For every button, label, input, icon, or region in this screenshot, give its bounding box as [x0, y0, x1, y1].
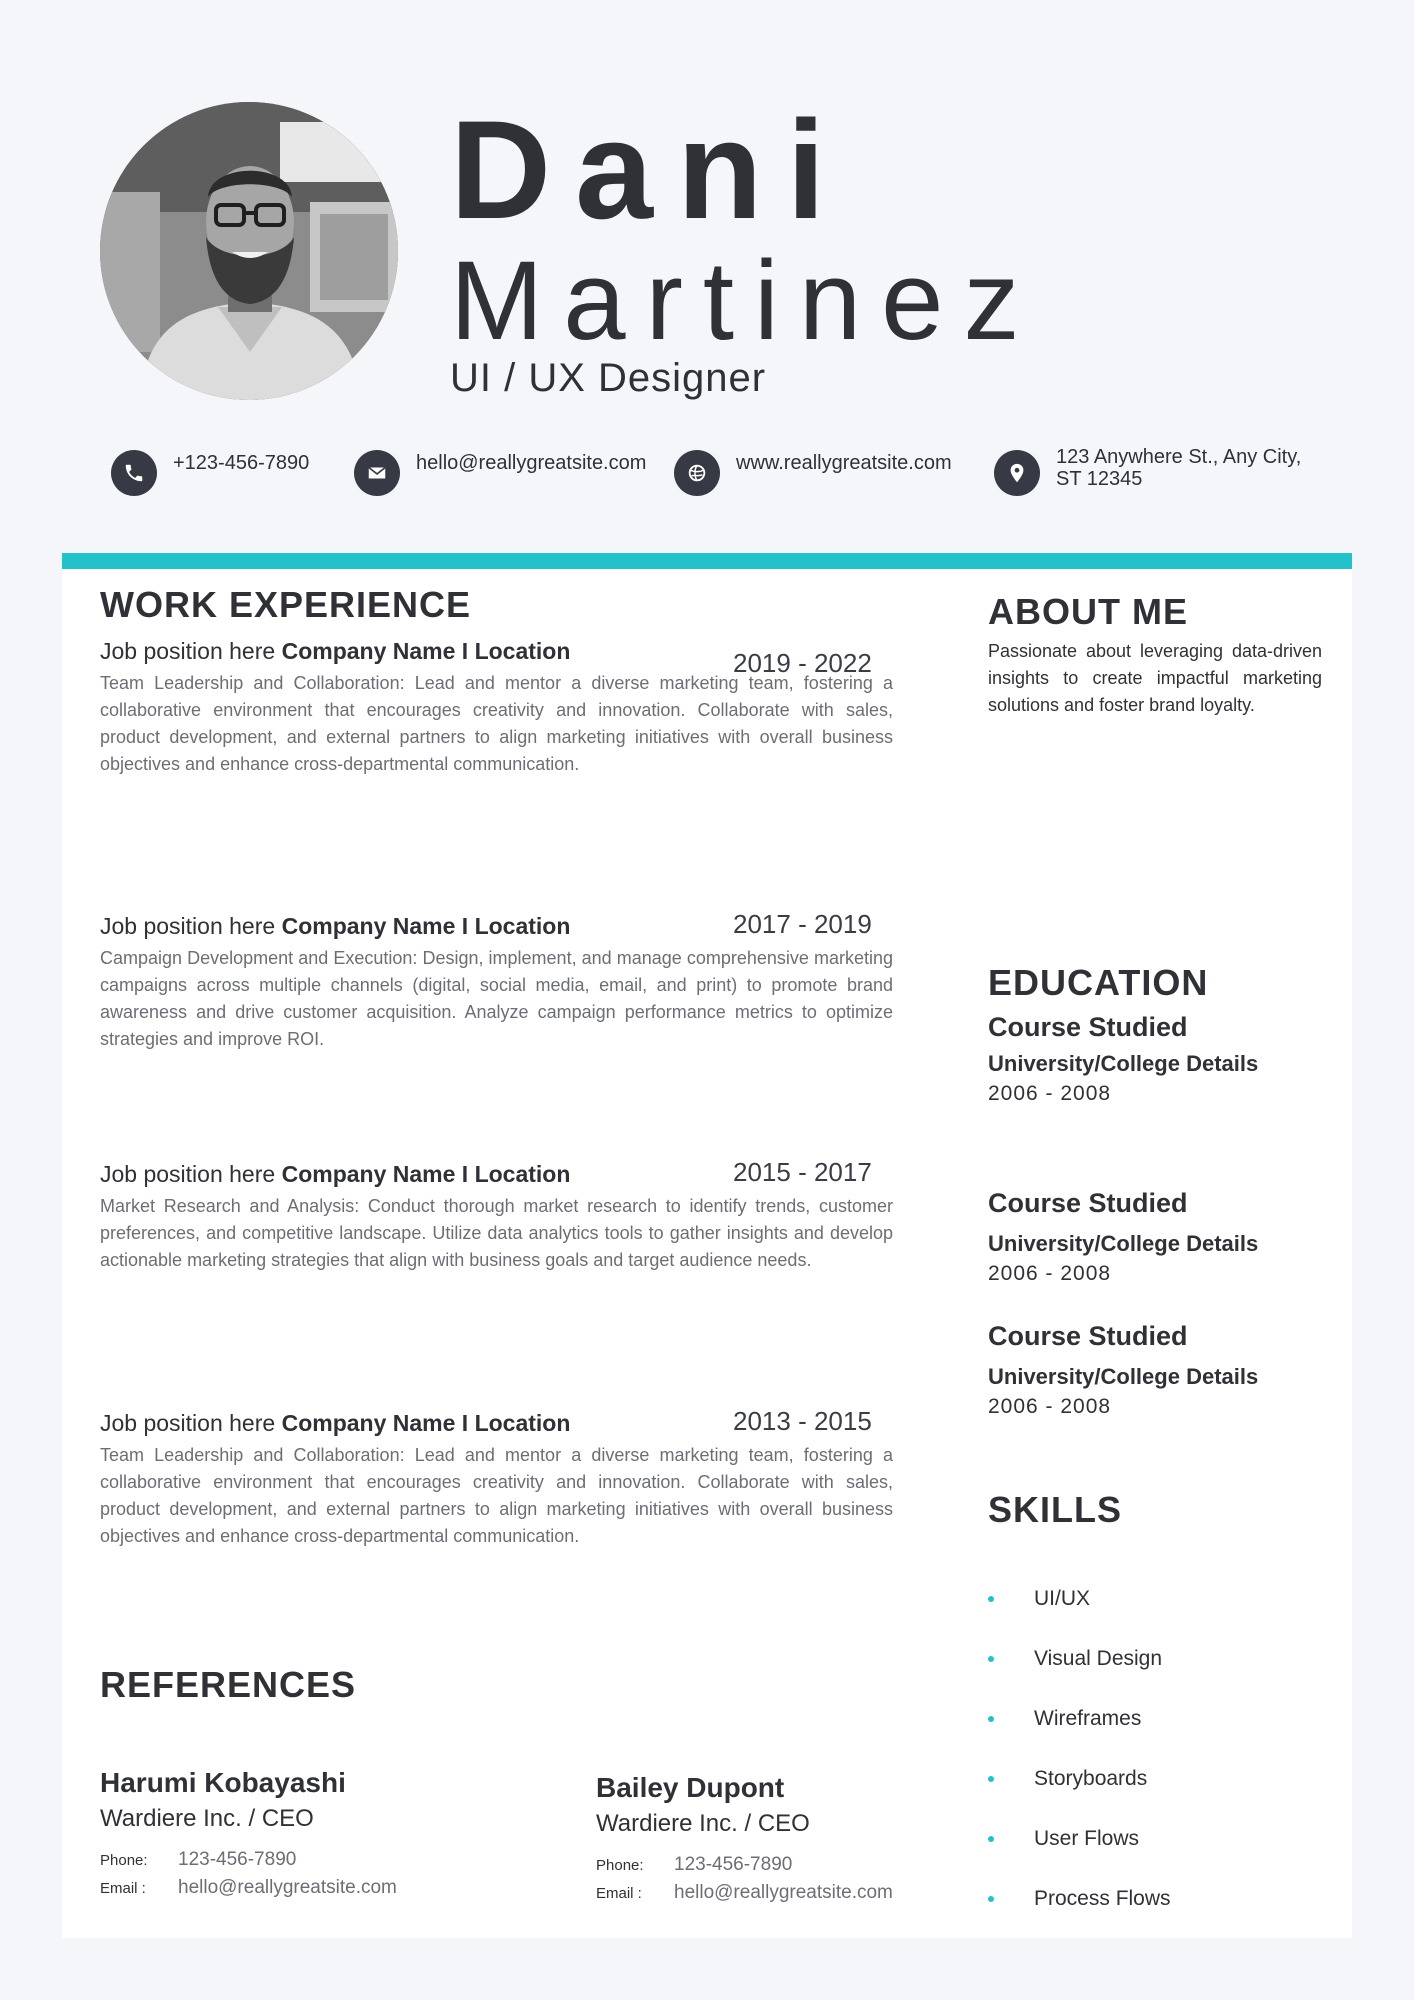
references-heading: REFERENCES: [100, 1664, 357, 1705]
job-title: UI / UX Designer: [450, 356, 767, 400]
education-heading: EDUCATION: [988, 962, 1209, 1003]
job-position: Job position here Company Name I Location: [100, 1410, 571, 1436]
reference-phone-row: [100, 1849, 520, 1871]
reference-phone-label: Phone:: [596, 1857, 644, 1874]
skill-label: User Flows: [1034, 1827, 1140, 1850]
bullet-icon: [988, 1596, 994, 1602]
job-years: 2015 - 2017: [733, 1157, 872, 1187]
job-years: 2019 - 2022: [733, 648, 872, 678]
about-me-heading: ABOUT ME: [988, 591, 1188, 632]
reference-email[interactable]: hello@reallygreatsite.com: [674, 1882, 893, 1903]
contact-website[interactable]: [674, 450, 952, 496]
contact-phone[interactable]: [111, 450, 309, 496]
job-description: Team Leadership and Collaboration: Lead and mentor a diverse marketing team, fostering a collaborative environment that encourages creativity and innovation. Collaborate with sales, product development, and external partners to align marketing initiatives with overall business objectives and enhance cross-departmental communication.: [100, 1445, 893, 1546]
skills-heading: SKILLS: [988, 1489, 1123, 1530]
skill-label: UI/UX: [1034, 1587, 1091, 1610]
job-description: Campaign Development and Execution: Design, implement, and manage comprehensive marketing campaigns across multiple channels (digital, social media, email, and print) to promote brand awareness and drive customer acquisition. Analyze campaign performance metrics to optimize strategies and improve ROI.: [100, 948, 893, 1049]
reference-phone: 123-456-7890: [674, 1854, 793, 1875]
education-school: University/College Details: [988, 1231, 1259, 1256]
skill-item: [988, 1824, 1318, 1854]
accent-divider: [62, 553, 1352, 569]
education-entry: [988, 1190, 1328, 1284]
education-years: 2006 - 2008: [988, 1082, 1112, 1105]
education-years: 2006 - 2008: [988, 1395, 1112, 1418]
skill-label: Storyboards: [1034, 1767, 1148, 1790]
reference-email-row: [596, 1882, 1016, 1904]
education-course: Course Studied: [988, 1188, 1188, 1218]
reference-phone-label: Phone:: [100, 1852, 148, 1869]
skill-item: [988, 1884, 1318, 1914]
education-entry: [988, 1323, 1328, 1417]
job-position: Job position here Company Name I Location: [100, 913, 571, 939]
envelope-icon: [354, 450, 400, 496]
phone-icon: [111, 450, 157, 496]
education-years: 2006 - 2008: [988, 1262, 1112, 1285]
education-school: University/College Details: [988, 1051, 1259, 1076]
reference-company: Wardiere Inc. / CEO: [100, 1805, 314, 1832]
job-description: Market Research and Analysis: Conduct thorough market research to identify trends, customer preferences, and competitive landscape. Utilize data analytics tools to gather insights and develop actionable marketing strategies that align with business goals and target audience needs.: [100, 1196, 893, 1270]
contact-address-text: 123 Anywhere St., Any City, ST 12345: [1056, 446, 1302, 490]
skill-label: Wireframes: [1034, 1707, 1142, 1730]
job-entry: [100, 911, 893, 1053]
contact-phone-text: +123-456-7890: [173, 452, 310, 474]
profile-photo-illustration: [100, 102, 398, 400]
skill-label: Visual Design: [1034, 1647, 1163, 1670]
reference-phone-row: [596, 1854, 1016, 1876]
contact-email[interactable]: [354, 450, 646, 496]
reference-email-row: [100, 1877, 520, 1899]
job-entry: [100, 636, 893, 778]
location-pin-icon: [994, 450, 1040, 496]
job-position: Job position here Company Name I Location: [100, 638, 571, 664]
about-me-text: Passionate about leveraging data-driven insights to create impactful marketing solutions and foster brand loyalty.: [988, 641, 1322, 715]
contact-email-text: hello@reallygreatsite.com: [416, 452, 647, 474]
reference-email-label: Email :: [596, 1885, 642, 1902]
reference-entry: [100, 1769, 520, 1899]
skill-item: [988, 1704, 1318, 1734]
first-name: Dani: [450, 91, 850, 248]
reference-email-label: Email :: [100, 1880, 146, 1897]
contact-website-text: www.reallygreatsite.com: [736, 452, 952, 474]
skill-label: Process Flows: [1034, 1887, 1171, 1910]
reference-email[interactable]: hello@reallygreatsite.com: [178, 1877, 397, 1898]
last-name: Martinez: [450, 238, 1040, 363]
reference-name: Harumi Kobayashi: [100, 1767, 346, 1798]
reference-entry: [596, 1774, 1016, 1904]
job-years: 2017 - 2019: [733, 909, 872, 939]
skill-item: [988, 1644, 1318, 1674]
work-experience-heading: WORK EXPERIENCE: [100, 584, 472, 625]
globe-icon: [674, 450, 720, 496]
education-entry: [988, 1014, 1328, 1104]
job-entry: [100, 1408, 893, 1550]
contact-address[interactable]: [994, 446, 1306, 496]
skill-item: [988, 1584, 1318, 1614]
job-description: Team Leadership and Collaboration: Lead and mentor a diverse marketing team, fostering a collaborative environment that encourages creativity and innovation. Collaborate with sales, product development, and external partners to align marketing initiatives with overall business objectives and enhance cross-departmental communication.: [100, 673, 893, 774]
education-course: Course Studied: [988, 1012, 1188, 1042]
education-course: Course Studied: [988, 1321, 1188, 1351]
reference-name: Bailey Dupont: [596, 1772, 785, 1803]
job-years: 2013 - 2015: [733, 1406, 872, 1436]
job-position: Job position here Company Name I Location: [100, 1161, 571, 1187]
education-school: University/College Details: [988, 1364, 1259, 1389]
job-entry: [100, 1159, 893, 1274]
bullet-icon: [988, 1716, 994, 1722]
profile-photo: [100, 102, 398, 400]
reference-phone: 123-456-7890: [178, 1849, 297, 1870]
skill-item: [988, 1764, 1318, 1794]
reference-company: Wardiere Inc. / CEO: [596, 1810, 810, 1837]
bullet-icon: [988, 1656, 994, 1662]
